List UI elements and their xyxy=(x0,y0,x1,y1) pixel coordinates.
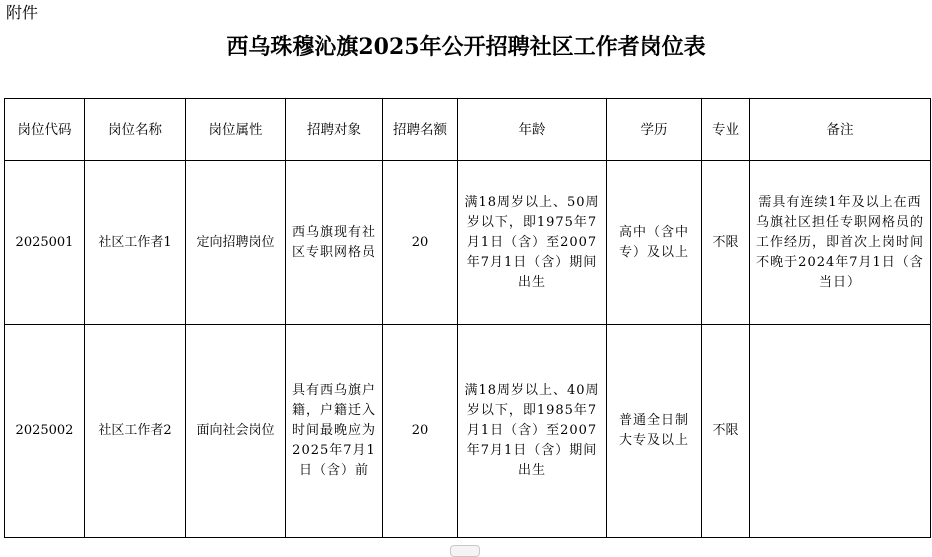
cell-education: 普通全日制大专及以上 xyxy=(607,325,702,538)
table-header-row xyxy=(5,99,931,161)
header-recruitment-target: 招聘对象 xyxy=(286,99,383,161)
cell-target: 西乌旗现有社区专职网格员 xyxy=(286,161,383,325)
header-position-code: 岗位代码 xyxy=(5,99,85,161)
cell-attribute: 面向社会岗位 xyxy=(186,325,286,538)
header-position-name: 岗位名称 xyxy=(85,99,186,161)
header-remark: 备注 xyxy=(750,99,931,161)
positions-table xyxy=(4,98,931,538)
cell-code: 2025001 xyxy=(5,161,85,325)
header-age: 年龄 xyxy=(458,99,607,161)
cell-attribute: 定向招聘岗位 xyxy=(186,161,286,325)
table-row xyxy=(5,161,931,325)
cell-remark xyxy=(750,325,931,538)
document-title: 西乌珠穆沁旗2025年公开招聘社区工作者岗位表 xyxy=(226,34,706,60)
cell-target: 具有西乌旗户籍，户籍迁入时间最晚应为2025年7月1日（含）前 xyxy=(286,325,383,538)
cell-name: 社区工作者1 xyxy=(85,161,186,325)
cell-major: 不限 xyxy=(702,161,750,325)
page-nav-button[interactable] xyxy=(450,545,480,557)
header-major: 专业 xyxy=(702,99,750,161)
cell-education: 高中（含中专）及以上 xyxy=(607,161,702,325)
cell-quota: 20 xyxy=(383,325,458,538)
header-quota: 招聘名额 xyxy=(383,99,458,161)
table-row xyxy=(5,325,931,538)
cell-remark: 需具有连续1年及以上在西乌旗社区担任专职网格员的工作经历，即首次上岗时间不晚于2024年7月1日（含当日） xyxy=(750,161,931,325)
header-education: 学历 xyxy=(607,99,702,161)
cell-code: 2025002 xyxy=(5,325,85,538)
header-position-attribute: 岗位属性 xyxy=(186,99,286,161)
cell-age: 满18周岁以上、50周岁以下，即1975年7月1日（含）至2007年7月1日（含）期间出生 xyxy=(458,161,607,325)
cell-major: 不限 xyxy=(702,325,750,538)
cell-quota: 20 xyxy=(383,161,458,325)
cell-name: 社区工作者2 xyxy=(85,325,186,538)
cell-age: 满18周岁以上、40周岁以下，即1985年7月1日（含）至2007年7月1日（含）期间出生 xyxy=(458,325,607,538)
attachment-label: 附件 xyxy=(6,3,39,22)
